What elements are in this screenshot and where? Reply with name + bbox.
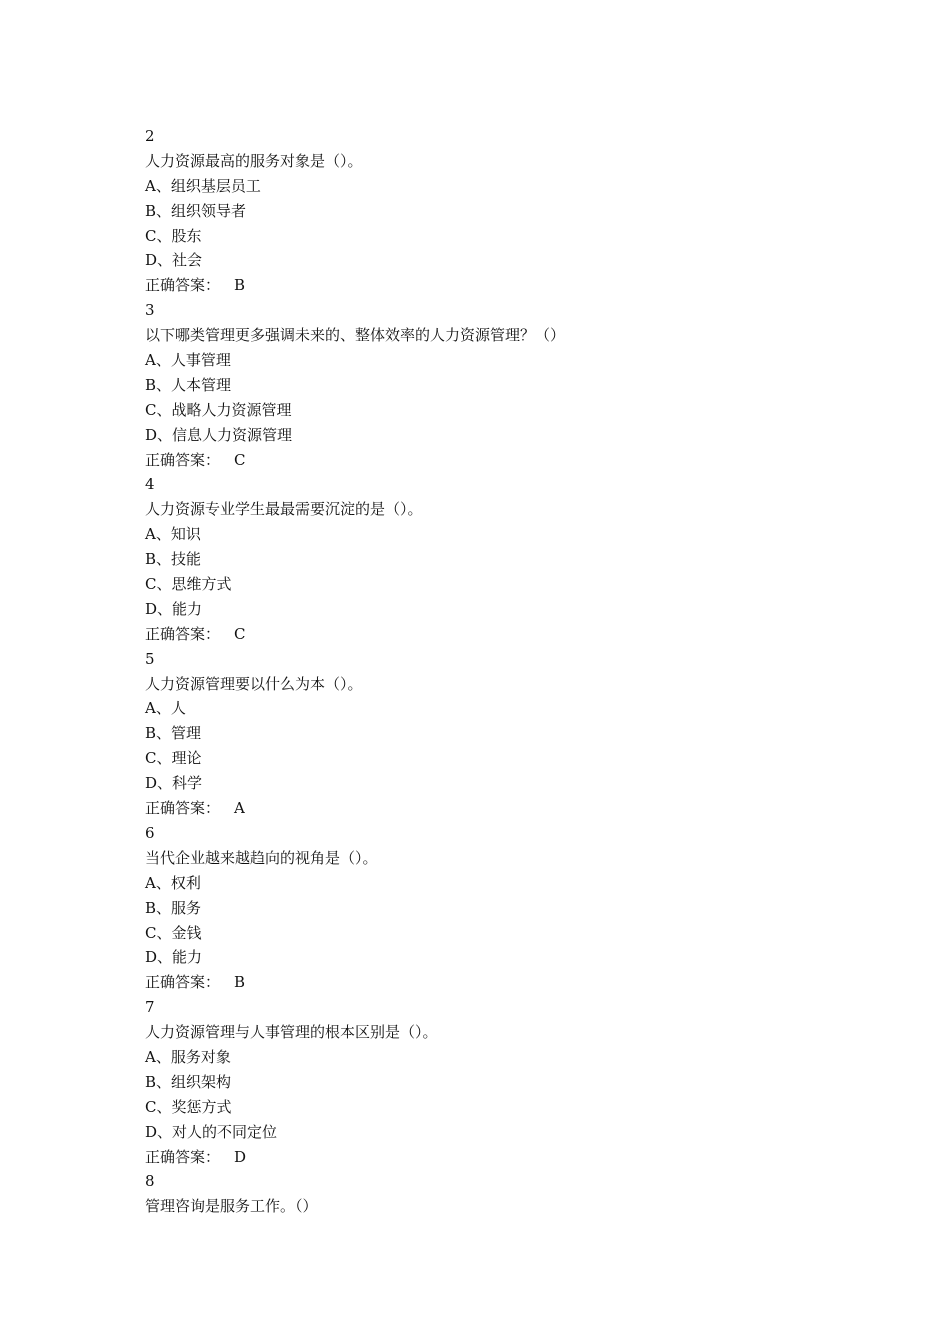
- option-d: D、能力: [145, 599, 203, 618]
- answer-value: B: [234, 276, 246, 295]
- question-number: 6: [145, 823, 155, 842]
- option-d: D、社会: [145, 251, 203, 270]
- question-text: 人力资源最高的服务对象是（）。: [145, 151, 363, 170]
- option-b: B、组织领导者: [145, 201, 247, 220]
- answer-label: 正确答案：: [145, 624, 221, 643]
- answer-label: 正确答案：: [145, 799, 221, 818]
- option-d: D、对人的不同定位: [145, 1122, 278, 1141]
- question-list: [145, 124, 845, 1219]
- question-text: 人力资源管理与人事管理的根本区别是（）。: [145, 1023, 438, 1042]
- answer-value: B: [234, 973, 246, 992]
- option-b: B、服务: [145, 898, 202, 917]
- option-b: B、管理: [145, 724, 202, 743]
- option-d: D、信息人力资源管理: [145, 425, 293, 444]
- option-b: B、组织架构: [145, 1072, 232, 1091]
- option-a: A、权利: [145, 873, 201, 892]
- answer-label: 正确答案：: [145, 450, 221, 469]
- option-b: B、技能: [145, 550, 202, 569]
- answer-label: 正确答案：: [145, 1147, 221, 1166]
- option-d: D、能力: [145, 948, 203, 967]
- question-text: 管理咨询是服务工作。（）: [145, 1197, 318, 1216]
- question-text: 当代企业越来越趋向的视角是（）。: [145, 848, 378, 867]
- option-c: C、战略人力资源管理: [145, 400, 292, 419]
- question-text: 人力资源专业学生最最需要沉淀的是（）。: [145, 500, 423, 519]
- question-number: 8: [145, 1172, 155, 1191]
- question-number: 7: [145, 998, 155, 1017]
- answer-value: A: [234, 799, 245, 818]
- answer-value: D: [234, 1147, 247, 1166]
- question-number: 4: [145, 475, 155, 494]
- correct-answer: [145, 796, 845, 821]
- question-number: 3: [145, 301, 155, 320]
- option-a: A、人: [145, 699, 186, 718]
- option-a: A、人事管理: [145, 351, 231, 370]
- correct-answer: [145, 1145, 845, 1170]
- answer-value: C: [234, 624, 246, 643]
- option-b: B、人本管理: [145, 375, 232, 394]
- option-a: A、服务对象: [145, 1047, 231, 1066]
- option-a: A、知识: [145, 525, 201, 544]
- option-d: D、科学: [145, 774, 203, 793]
- question-text: 人力资源管理要以什么为本（）。: [145, 674, 363, 693]
- option-c: C、金钱: [145, 923, 202, 942]
- question-text: 以下哪类管理更多强调未来的、整体效率的人力资源管理？（）: [145, 326, 566, 345]
- option-c: C、思维方式: [145, 575, 232, 594]
- correct-answer: [145, 622, 845, 647]
- answer-value: C: [234, 450, 246, 469]
- option-c: C、奖惩方式: [145, 1097, 232, 1116]
- option-c: C、理论: [145, 749, 202, 768]
- option-c: C、股东: [145, 226, 202, 245]
- answer-label: 正确答案：: [145, 973, 221, 992]
- question-number: 5: [145, 649, 155, 668]
- option-a: A、组织基层员工: [145, 176, 261, 195]
- correct-answer: [145, 970, 845, 995]
- correct-answer: [145, 448, 845, 473]
- correct-answer: [145, 273, 845, 298]
- answer-label: 正确答案：: [145, 276, 221, 295]
- question-number: 2: [145, 127, 155, 145]
